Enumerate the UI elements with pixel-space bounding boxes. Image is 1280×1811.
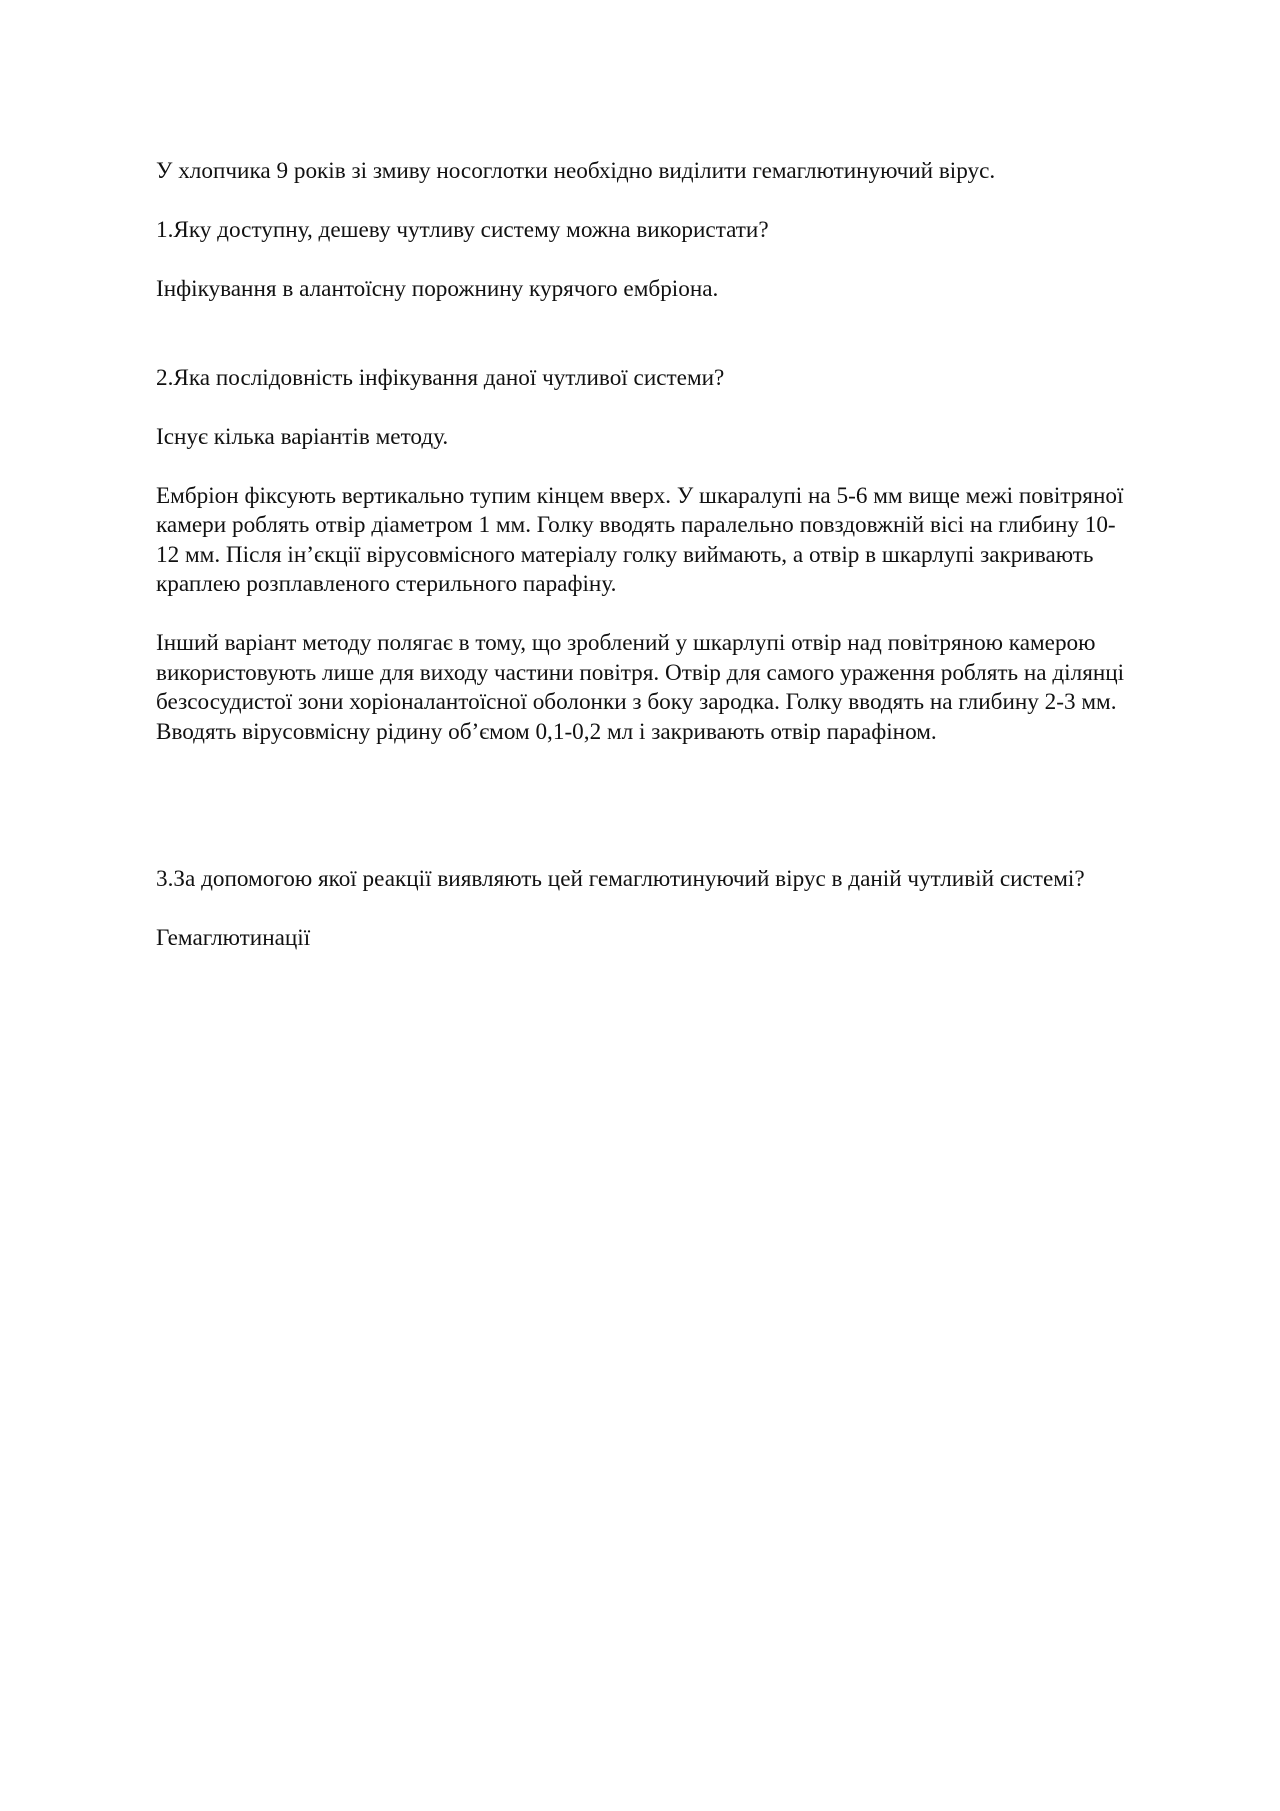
spacer	[156, 187, 1136, 217]
answer-2-method-1: Ембріон фіксують вертикально тупим кінцем вверх. У шкаралупі на 5-6 мм вище межі повітряної камери роблять отвір діаметром 1 мм. Голку вводять паралельно повздовжній вісі на глибину 10-12 мм. Після ін’єкції вірусовмісного матеріалу голку виймають, а отвір в шкарлупі закривають краплею розплавленого стерильного парафіну.	[156, 482, 1124, 597]
answer-3: Гемаглютинації	[156, 925, 311, 951]
spacer	[156, 246, 1136, 276]
answer-1: Інфікування в алантоїсну порожнину курячого ембріона.	[156, 276, 719, 302]
question-2: 2.Яка послідовність інфікування даної чутливої системи?	[156, 364, 725, 391]
document-body	[156, 157, 1136, 954]
question-3: 3.За допомогою якої реакції виявляють цей гемаглютинуючий вірус в даній чутливій системі?	[156, 866, 1085, 892]
case-intro: У хлопчика 9 років зі змиву носоглотки необхідно виділити гемаглютинуючий вірус.	[156, 158, 996, 184]
spacer	[156, 747, 1136, 865]
spacer	[156, 895, 1136, 925]
answer-2-intro: Існує кілька варіантів методу.	[156, 423, 449, 450]
spacer	[156, 393, 1136, 423]
answer-2-method-2: Інший варіант методу полягає в тому, що зроблений у шкарлупі отвір над повітряною камерою використовують лише для виходу частини повітря. Отвір для самого ураження роблять на ділянці безсосудистої зони хоріоналантоїсної оболонки з боку зародка. Голку вводять на глибину 2-3 мм. Вводять вірусовмісну рідину об’ємом 0,1-0,2 мл і закривають отвір парафіном.	[156, 630, 1125, 745]
spacer	[156, 600, 1136, 630]
spacer	[156, 452, 1136, 482]
question-1: 1.Яку доступну, дешеву чутливу систему можна використати?	[156, 217, 769, 243]
spacer	[156, 305, 1136, 364]
